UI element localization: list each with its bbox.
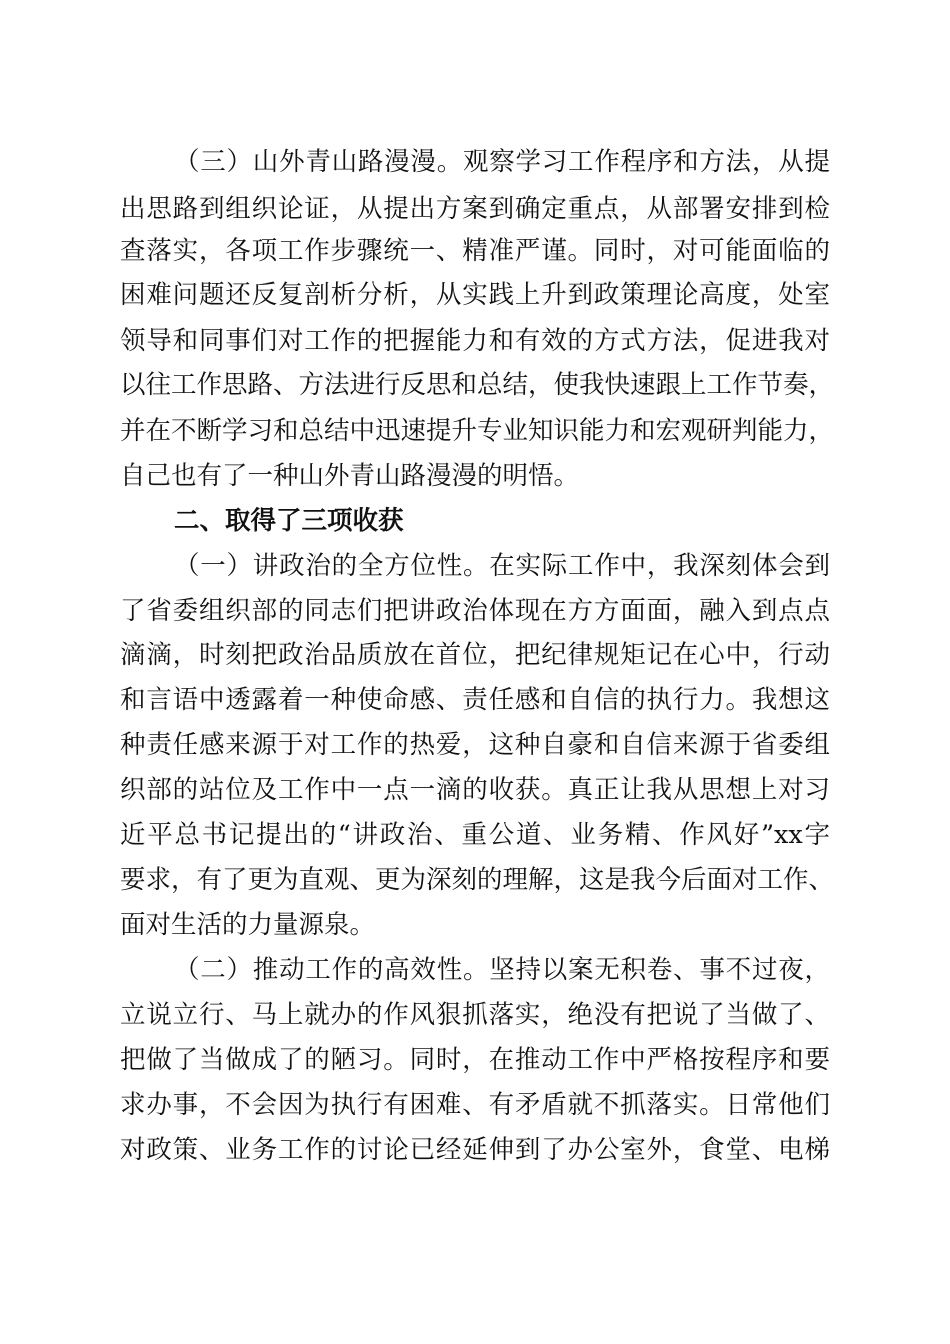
- gain2-line-1: （二）推动工作的高效性。坚持以案无积卷、事不过夜，: [174, 955, 830, 985]
- gain1-line-4: 和言语中透露着一种使命感、责任感和自信的执行力。我想这: [120, 685, 830, 715]
- section3-line-1: （三）山外青山路漫漫。观察学习工作程序和方法，从提: [174, 147, 830, 177]
- section3-line-7: 并在不断学习和总结中迅速提升专业知识能力和宏观研判能力，: [120, 416, 835, 446]
- gain1-line-6: 织部的站位及工作中一点一滴的收获。真正让我从思想上对习: [120, 775, 830, 805]
- gain2-line-3: 把做了当做成了的陋习。同时，在推动工作中严格按程序和要: [120, 1045, 830, 1075]
- gain2-line-2: 立说立行、马上就办的作风狠抓落实，绝没有把说了当做了、: [120, 1000, 830, 1030]
- gain2-line-5: 对政策、业务工作的讨论已经延伸到了办公室外，食堂、电梯: [120, 1135, 830, 1165]
- gain1-line-7: 近平总书记提出的“讲政治、重公道、业务精、作风好”xx字: [120, 820, 830, 850]
- gain1-line-3: 滴滴，时刻把政治品质放在首位，把纪律规矩记在心中，行动: [120, 640, 830, 670]
- gain1-line-1: （一）讲政治的全方位性。在实际工作中，我深刻体会到: [174, 551, 830, 581]
- section3-line-4: 困难问题还反复剖析分析，从实践上升到政策理论高度，处室: [120, 280, 830, 310]
- section-heading-two: 二、取得了三项收获: [174, 506, 404, 536]
- section3-line-6: 以往工作思路、方法进行反思和总结，使我快速跟上工作节奏，: [120, 370, 835, 400]
- section3-line-3: 查落实，各项工作步骤统一、精准严谨。同时，对可能面临的: [120, 236, 830, 266]
- gain2-line-4: 求办事，不会因为执行有困难、有矛盾就不抓落实。日常他们: [120, 1090, 830, 1120]
- gain1-line-2: 了省委组织部的同志们把讲政治体现在方方面面，融入到点点: [120, 596, 830, 626]
- gain1-line-8: 要求，有了更为直观、更为深刻的理解，这是我今后面对工作、: [120, 865, 835, 895]
- section3-line-2: 出思路到组织论证，从提出方案到确定重点，从部署安排到检: [120, 194, 830, 224]
- section3-line-5: 领导和同事们对工作的把握能力和有效的方式方法，促进我对: [120, 326, 830, 356]
- gain1-line-5: 种责任感来源于对工作的热爱，这种自豪和自信来源于省委组: [120, 730, 830, 760]
- gain1-line-9: 面对生活的力量源泉。: [120, 910, 376, 940]
- section3-line-8: 自己也有了一种山外青山路漫漫的明悟。: [120, 461, 580, 491]
